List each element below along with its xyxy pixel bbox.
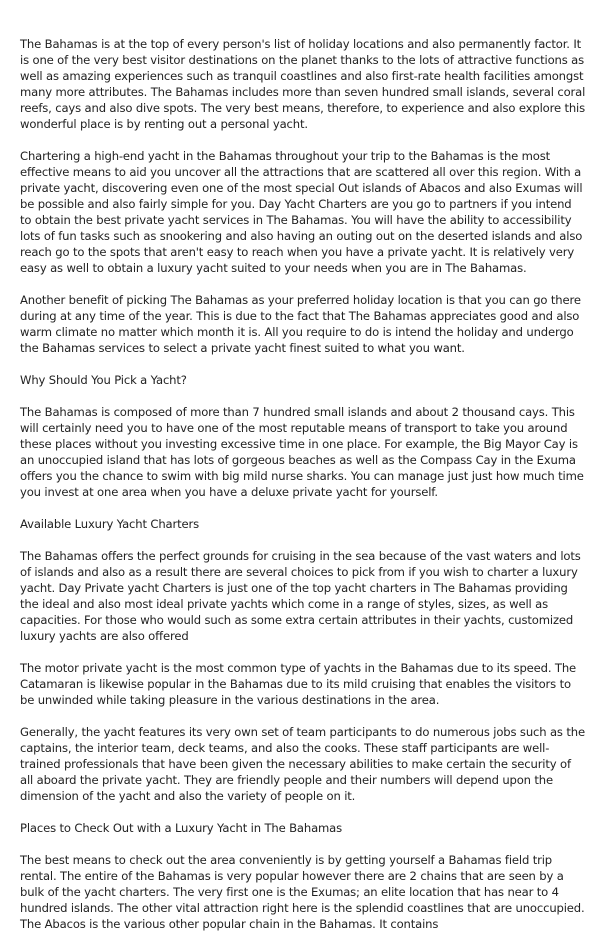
- article-body: [20, 36, 586, 948]
- paragraph-charters: The Bahamas offers the perfect grounds for cruising in the sea because of the vast waters and lots of islands and also as a result there are several choices to pick from if you wish to charter a luxury yacht. Day Private yacht Charters is just one of the top yacht charters in The Bahamas providing the ideal and also most ideal private yachts which come in a range of styles, sizes, as well as capacities. For those who would such as some extra certain attributes in their yachts, customized luxury yachts are also offered: [20, 549, 581, 643]
- heading-places: Places to Check Out with a Luxury Yacht in The Bahamas: [20, 821, 343, 835]
- heading-why-yacht: Why Should You Pick a Yacht?: [20, 373, 187, 387]
- paragraph-motor-yacht: The motor private yacht is the most common type of yachts in the Bahamas due to its speed. The Catamaran is likewise popular in the Bahamas due to its mild cruising that enables the visitors to be unwinded while taking pleasure in the various destinations in the area.: [20, 661, 577, 707]
- paragraph-crew: Generally, the yacht features its very own set of team participants to do numerous jobs such as the captains, the interior team, deck teams, and also the cooks. These staff participants are well-trained professionals that have been given the necessary abilities to make certain the security of all aboard the private yacht. They are friendly people and their numbers will depend upon the dimension of the yacht and also the variety of people on it.: [20, 725, 585, 803]
- paragraph-islands: The Bahamas is composed of more than 7 hundred small islands and about 2 thousand cays. This will certainly need you to have one of the most reputable means of transport to take you around these places without you investing excessive time in one place. For example, the Big Mayor Cay is an unoccupied island that has lots of gorgeous beaches as well as the Compass Cay in the Exuma offers you the chance to swim with big mild nurse sharks. You can manage just just how much time you invest at one area when you have a deluxe private yacht for yourself.: [20, 405, 584, 499]
- heading-available-charters: Available Luxury Yacht Charters: [20, 517, 199, 531]
- paragraph-intro: The Bahamas is at the top of every person's list of holiday locations and also permanently factor. It is one of the very best visitor destinations on the planet thanks to the lots of attractive functions as well as amazing experiences such as tranquil coastlines and also first-rate health facilities amongst many more attributes. The Bahamas includes more than seven hundred small islands, several coral reefs, cays and also dive spots. The very best means, therefore, to experience and also explore this wonderful place is by renting out a personal yacht.: [20, 37, 586, 131]
- paragraph-chartering: Chartering a high-end yacht in the Bahamas throughout your trip to the Bahamas is the most effective means to aid you uncover all the attractions that are scattered all over this region. With a private yacht, discovering even one of the most special Out islands of Abacos and also Exumas will be possible and also fairly simple for you. Day Yacht Charters are you go to partners if you intend to obtain the best private yacht services in The Bahamas. You will have the ability to accessibility lots of fun tasks such as snookering and also having an outing out on the deserted islands and also reach go to the spots that aren't easy to reach when you have a private yacht. It is relatively very easy as well to obtain a luxury yacht suited to your needs when you are in The Bahamas.: [20, 149, 583, 275]
- paragraph-places: The best means to check out the area conveniently is by getting yourself a Bahamas field trip rental. The entire of the Bahamas is very popular however there are 2 chains that are seen by a bulk of the yacht charters. The very first one is the Exumas; an elite location that has near to 4 hundred islands. The other vital attraction right here is the splendid coastlines that are unoccupied. The Abacos is the various other popular chain in the Bahamas. It contains: [20, 853, 585, 931]
- paragraph-benefit: Another benefit of picking The Bahamas as your preferred holiday location is that you can go there during at any time of the year. This is due to the fact that The Bahamas appreciates good and also warm climate no matter which month it is. All you require to do is intend the holiday and undergo the Bahamas services to select a private yacht finest suited to what you want.: [20, 293, 581, 355]
